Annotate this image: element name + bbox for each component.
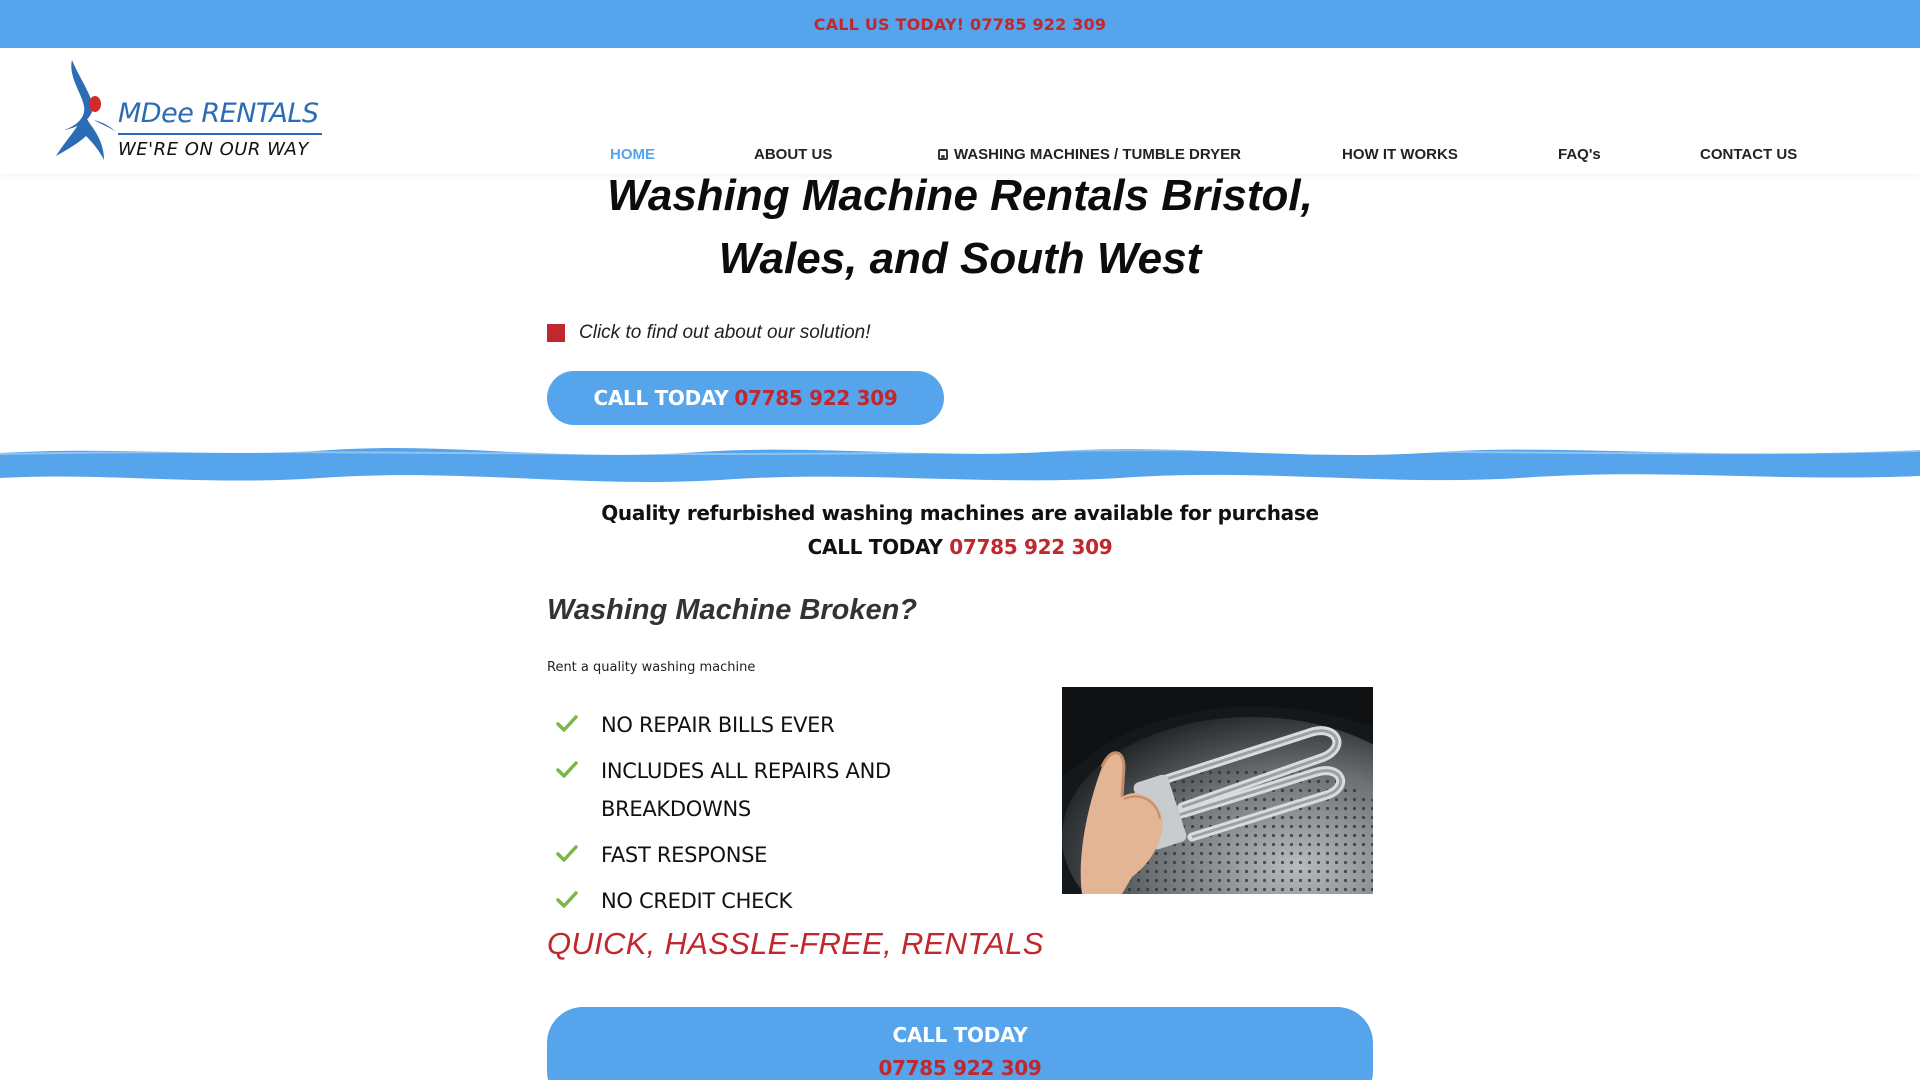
call-today-number: 07785 922 309 xyxy=(734,386,898,410)
feature-text: FAST RESPONSE xyxy=(601,843,768,867)
page-title-line1: Washing Machine Rentals Bristol, xyxy=(607,171,1313,220)
nav-contact-us-label: CONTACT US xyxy=(1700,146,1798,163)
check-icon xyxy=(556,890,578,910)
top-call-text[interactable]: CALL US TODAY! 07785 922 309 xyxy=(813,14,1107,34)
nav-about-us[interactable] xyxy=(754,146,832,163)
list-item xyxy=(556,752,1006,828)
call-today-label: CALL TODAY xyxy=(593,386,729,410)
slogan: QUICK, HASSLE-FREE, RENTALS xyxy=(547,926,1044,961)
bottom-call-label: CALL TODAY xyxy=(892,1023,1028,1047)
logo-tagline: WE'RE ON OUR WAY xyxy=(118,139,309,160)
section-title-broken: Washing Machine Broken? xyxy=(547,594,918,626)
call-today-button[interactable] xyxy=(547,371,944,425)
purchase-notice-text: Quality refurbished washing machines are available for purchase xyxy=(601,501,1319,525)
check-icon xyxy=(556,844,578,864)
purchase-call-label: CALL TODAY xyxy=(807,535,943,559)
nav-home[interactable] xyxy=(610,146,655,163)
heating-element-photo xyxy=(1062,687,1373,894)
feature-list xyxy=(556,706,1006,928)
washing-machine-icon xyxy=(938,149,948,160)
nav-faqs[interactable] xyxy=(1558,146,1601,163)
nav-contact-us[interactable] xyxy=(1700,146,1797,163)
nav-home-label: HOME xyxy=(610,146,655,163)
nav-washing-machines-label: WASHING MACHINES / TUMBLE DRYER xyxy=(954,146,1241,163)
solution-link[interactable] xyxy=(547,322,871,344)
logo-brand-text: MDee RENTALS xyxy=(118,98,319,129)
check-icon xyxy=(556,760,578,780)
check-icon xyxy=(556,714,578,734)
purchase-notice xyxy=(0,496,1920,564)
purchase-call-number: 07785 922 309 xyxy=(949,535,1113,559)
bottom-call-number: 07785 922 309 xyxy=(878,1056,1042,1080)
page-title xyxy=(0,164,1920,290)
logo-divider xyxy=(118,133,322,135)
list-item xyxy=(556,836,1006,874)
nav-faqs-label: FAQ's xyxy=(1558,146,1601,163)
feature-text: INCLUDES ALL REPAIRS AND BREAKDOWNS xyxy=(601,759,891,821)
feature-text: NO REPAIR BILLS EVER xyxy=(601,713,835,737)
broken-image-icon xyxy=(547,324,565,342)
nav-how-it-works[interactable] xyxy=(1342,146,1458,163)
repair-photo xyxy=(1062,687,1373,894)
list-item xyxy=(556,706,1006,744)
section-subtitle-rent: Rent a quality washing machine xyxy=(547,660,756,675)
site-header xyxy=(0,48,1920,174)
list-item xyxy=(556,882,1006,920)
nav-about-us-label: ABOUT US xyxy=(754,146,833,163)
nav-how-it-works-label: HOW IT WORKS xyxy=(1342,146,1458,163)
solution-link-text: Click to find out about our solution! xyxy=(579,322,871,343)
page-title-line2: Wales, and South West xyxy=(718,234,1202,283)
feature-text: NO CREDIT CHECK xyxy=(601,889,792,913)
purchase-call-line[interactable] xyxy=(0,530,1920,564)
bottom-call-button[interactable] xyxy=(547,1007,1373,1080)
top-call-bar xyxy=(0,0,1920,48)
wave-divider xyxy=(0,438,1920,488)
nav-washing-machines[interactable] xyxy=(938,146,1241,163)
